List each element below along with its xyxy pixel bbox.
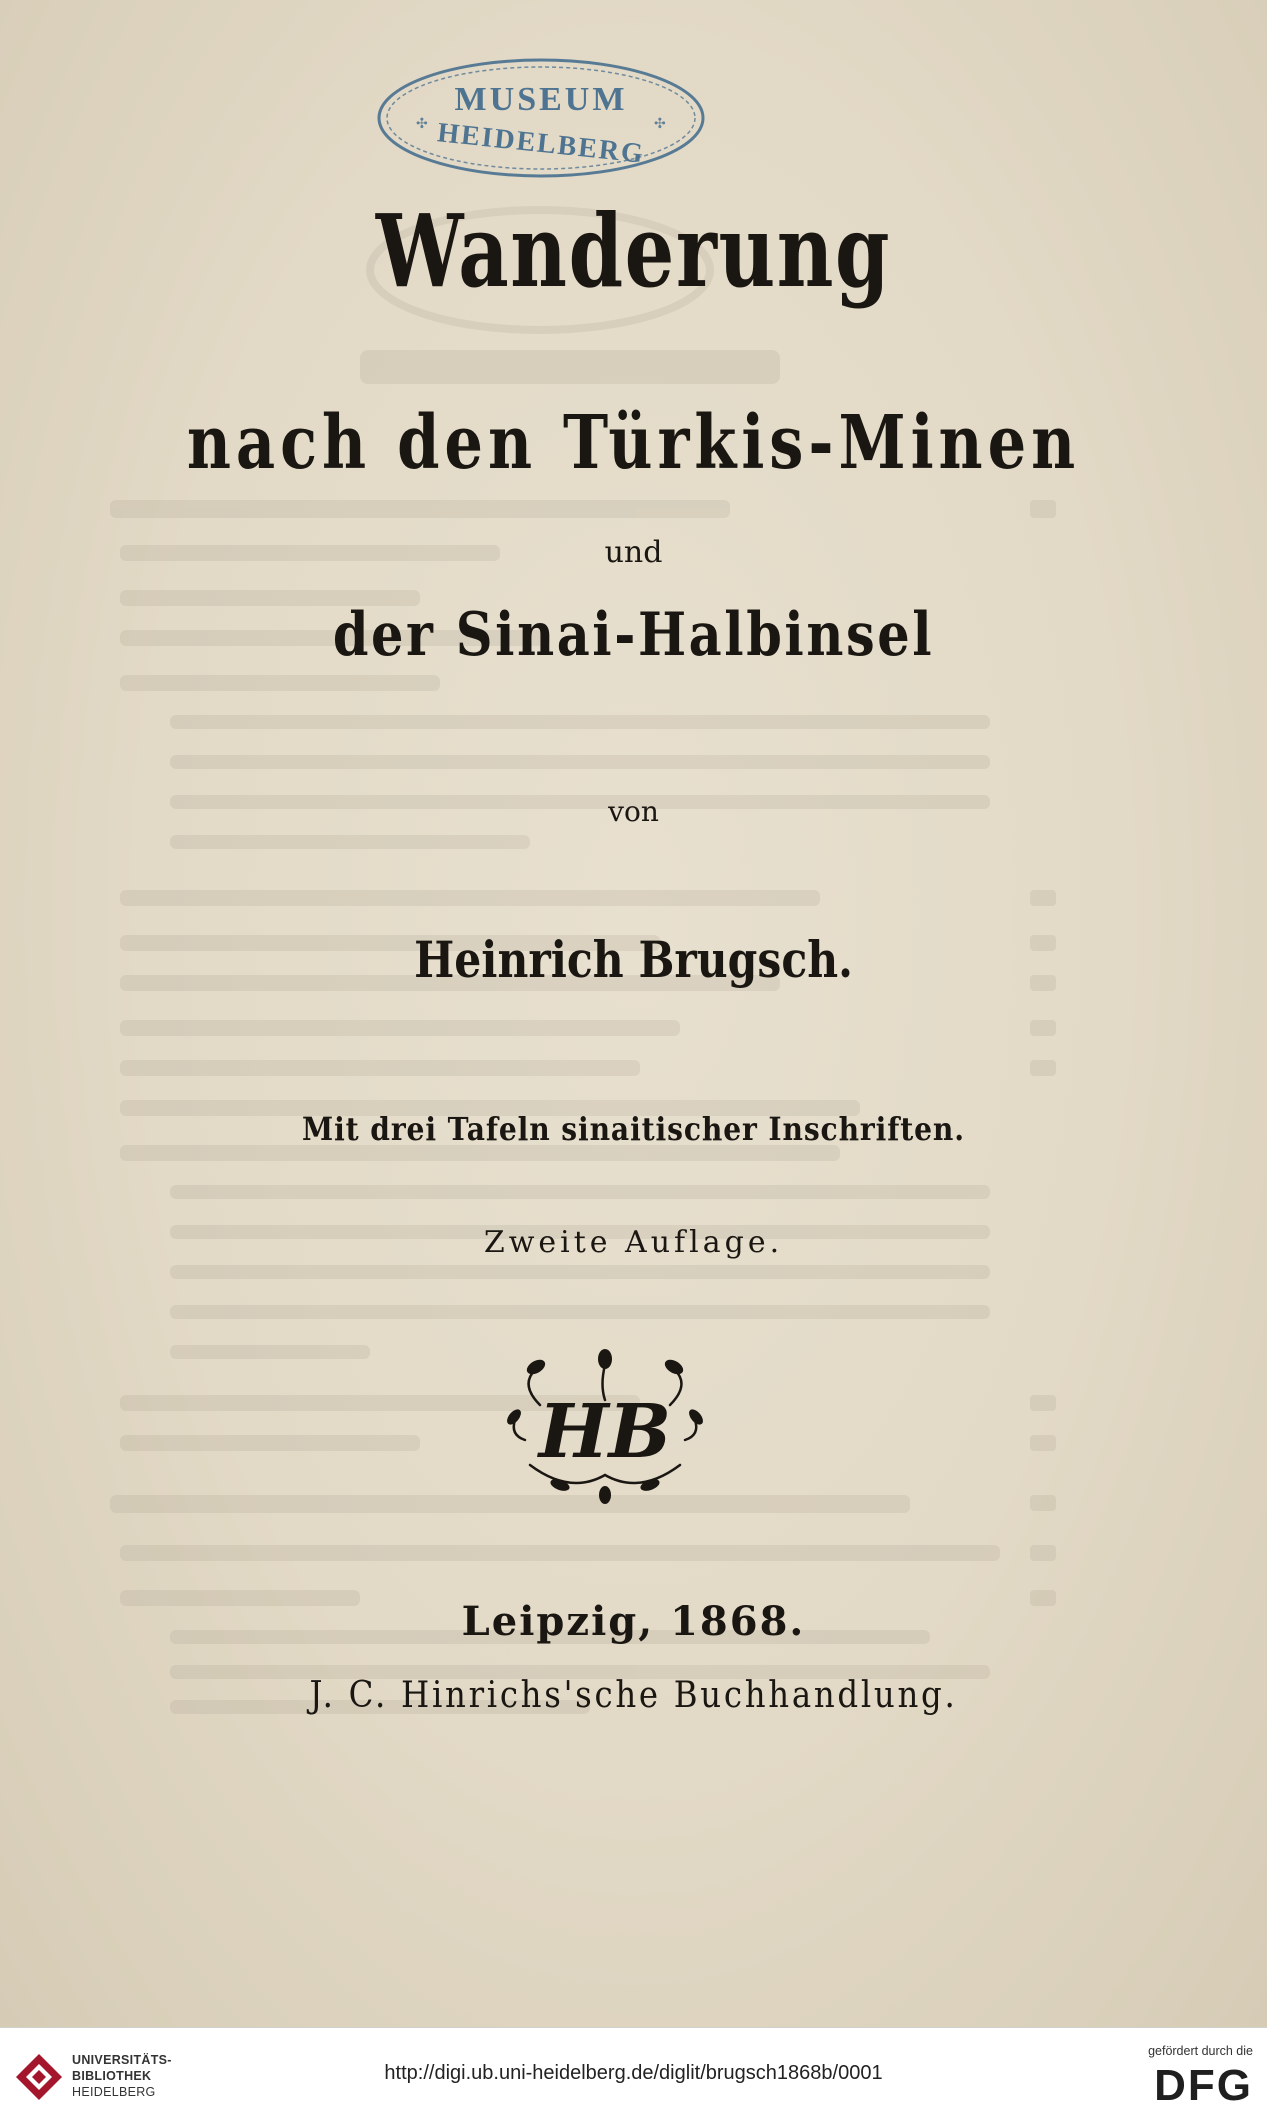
main-title: Wanderung bbox=[375, 192, 892, 310]
edition-note: Zweite Auflage. bbox=[483, 1225, 784, 1260]
library-name-line1: UNIVERSITÄTS- bbox=[72, 2053, 172, 2067]
imprint-place-year: Leipzig, 1868. bbox=[461, 1598, 806, 1645]
author-name: Heinrich Brugsch. bbox=[414, 930, 853, 989]
viewer-footer bbox=[0, 2027, 1267, 2120]
imprint-publisher: J. C. Hinrichs'sche Buchhandlung. bbox=[309, 1675, 958, 1716]
stamp-bottom-text: HEIDELBERG bbox=[435, 117, 647, 170]
plates-note: Mit drei Tafeln sinaitischer Inschriften. bbox=[302, 1110, 965, 1148]
dfg-logo[interactable]: DFG bbox=[1154, 2061, 1253, 2110]
library-name-line2: BIBLIOTHEK bbox=[72, 2069, 152, 2083]
by-word: von bbox=[608, 795, 659, 828]
stamp-top-text: MUSEUM bbox=[454, 81, 628, 118]
library-name-line3: HEIDELBERG bbox=[72, 2085, 156, 2099]
subtitle-turquoise-mines: nach den Türkis-Minen bbox=[186, 400, 1081, 486]
page-url-link[interactable]: http://digi.ub.uni-heidelberg.de/diglit/brugsch1868b/0001 bbox=[384, 2062, 883, 2084]
subtitle-sinai: der Sinai-Halbinsel bbox=[332, 600, 935, 670]
connector-word: und bbox=[604, 535, 663, 570]
svg-text:✣: ✣ bbox=[654, 116, 666, 132]
funded-by-label: gefördert durch die bbox=[1148, 2044, 1253, 2058]
publisher-emblem-icon bbox=[500, 1345, 710, 1515]
museum-stamp bbox=[372, 52, 710, 184]
emblem-letters: HB bbox=[538, 1389, 672, 1475]
svg-text:✣: ✣ bbox=[416, 116, 428, 132]
